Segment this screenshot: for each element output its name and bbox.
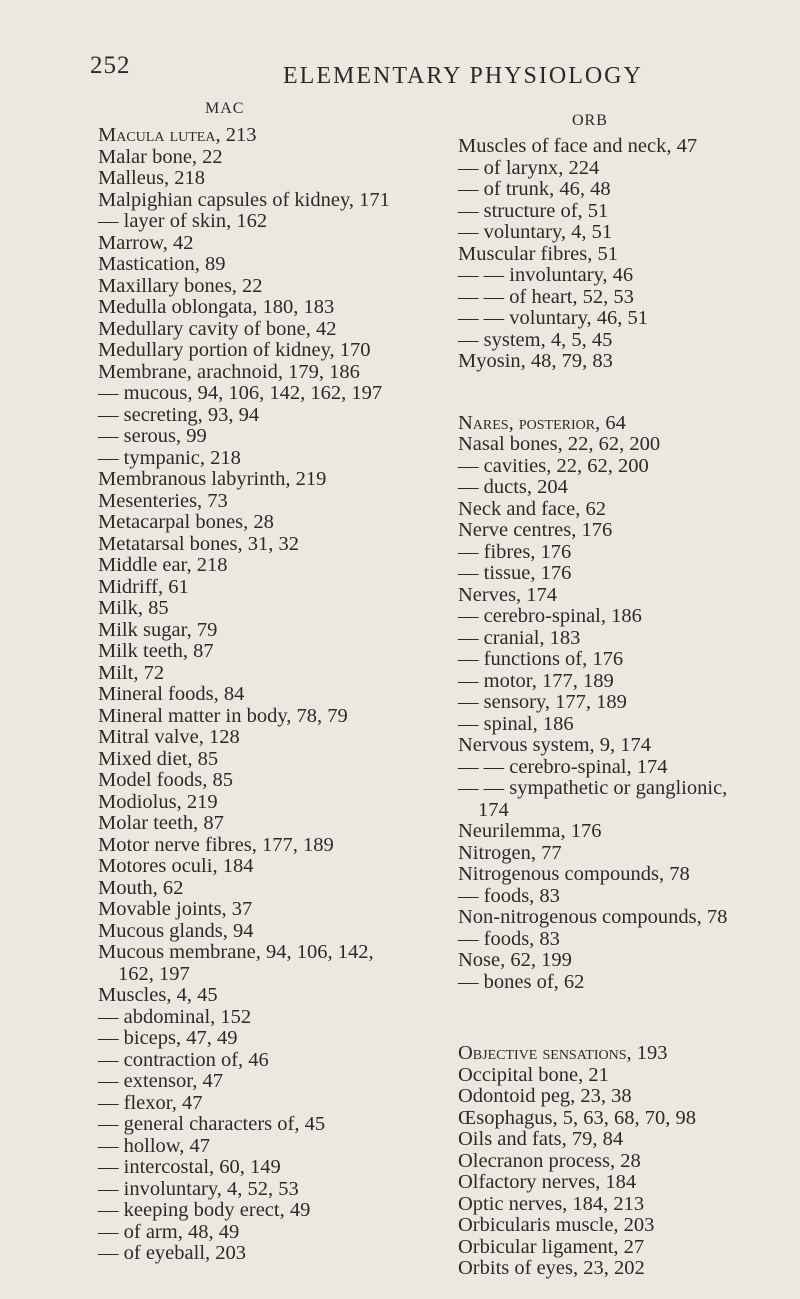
index-entry: Medulla oblongata, 180, 183 <box>98 296 335 318</box>
index-entry: Nervous system, 9, 174 <box>458 734 652 756</box>
index-entry: — tissue, 176 <box>458 562 572 584</box>
index-entry: Nares, posterior, 64 <box>458 411 626 434</box>
index-entry: — bones of, 62 <box>458 970 585 993</box>
index-entry: — — cerebro-spinal, 174 <box>458 755 668 778</box>
index-entry: — intercostal, 60, 149 <box>98 1156 281 1178</box>
index-entry: Malleus, 218 <box>98 167 206 189</box>
index-entry: — keeping body erect, 49 <box>98 1199 311 1221</box>
index-entry: Membranous labyrinth, 219 <box>98 468 327 490</box>
index-entry: Mucous membrane, 94, 106, 142, <box>98 941 374 963</box>
section-gap <box>458 993 788 1043</box>
index-entry: Orbicular ligament, 27 <box>458 1235 645 1258</box>
index-entry: Mastication, 89 <box>98 253 226 275</box>
index-entry: — hollow, 47 <box>98 1134 210 1157</box>
index-entry: — contraction of, 46 <box>98 1048 269 1071</box>
index-entry: — general characters of, 45 <box>98 1113 326 1135</box>
index-entry: Objective sensations, 193 <box>458 1042 668 1064</box>
index-entry: Membrane, arachnoid, 179, 186 <box>98 360 360 383</box>
index-entry: Oils and fats, 79, 84 <box>458 1128 624 1150</box>
index-entry: Marrow, 42 <box>98 231 194 254</box>
index-entry: — flexor, 47 <box>98 1091 203 1114</box>
index-entry: Nasal bones, 22, 62, 200 <box>458 433 661 455</box>
index-entry: Milk teeth, 87 <box>98 640 214 662</box>
index-entry: Nerves, 174 <box>458 583 558 606</box>
right-index-column <box>458 136 788 1280</box>
index-entry: — — of heart, 52, 53 <box>458 285 634 308</box>
index-entry: Mixed diet, 85 <box>98 747 219 770</box>
index-entry: Milt, 72 <box>98 661 165 684</box>
index-entry: Modiolus, 219 <box>98 790 218 813</box>
index-entry: — foods, 83 <box>458 927 560 950</box>
section-gap <box>458 373 788 413</box>
index-entry: — mucous, 94, 106, 142, 162, 197 <box>98 382 383 404</box>
index-entry: Model foods, 85 <box>98 769 233 791</box>
index-entry: Medullary portion of kidney, 170 <box>98 339 371 361</box>
index-entry: Motores oculi, 184 <box>98 855 254 877</box>
index-entry: Metacarpal bones, 28 <box>98 511 274 533</box>
index-entry: Neck and face, 62 <box>458 497 606 520</box>
index-entry: — — voluntary, 46, 51 <box>458 307 648 329</box>
index-entry: — involuntary, 4, 52, 53 <box>98 1177 299 1200</box>
index-entry-continuation: 162, 197 <box>118 962 190 985</box>
index-entry: Myosin, 48, 79, 83 <box>458 350 613 372</box>
index-entry: Optic nerves, 184, 213 <box>458 1192 645 1215</box>
index-entry: Occipital bone, 21 <box>458 1063 609 1086</box>
index-entry: — abdominal, 152 <box>98 1005 252 1028</box>
index-entry: Nerve centres, 176 <box>458 519 613 541</box>
index-entry: — system, 4, 5, 45 <box>458 328 613 351</box>
index-entry: — voluntary, 4, 51 <box>458 221 613 243</box>
index-entry: — biceps, 47, 49 <box>98 1027 238 1049</box>
index-entry: Muscles, 4, 45 <box>98 984 218 1006</box>
running-head: ELEMENTARY PHYSIOLOGY <box>283 63 643 89</box>
index-entry: Odontoid peg, 23, 38 <box>458 1085 632 1107</box>
index-entry: — tympanic, 218 <box>98 446 241 469</box>
index-entry: Orbicularis muscle, 203 <box>458 1214 655 1236</box>
index-entry: Mesenteries, 73 <box>98 489 228 512</box>
left-index-column <box>98 125 488 1265</box>
index-entry: Molar teeth, 87 <box>98 812 224 834</box>
index-entry: Motor nerve fibres, 177, 189 <box>98 833 334 856</box>
page-number: 252 <box>90 52 131 79</box>
index-entry: — foods, 83 <box>458 884 560 907</box>
index-entry: Movable joints, 37 <box>98 898 253 920</box>
index-entry: Mouth, 62 <box>98 876 184 899</box>
index-entry: Milk sugar, 79 <box>98 618 218 641</box>
index-entry: — functions of, 176 <box>458 648 624 670</box>
index-entry: Medullary cavity of bone, 42 <box>98 317 337 340</box>
index-entry: Macula lutea, 213 <box>98 124 257 146</box>
index-entry: — layer of skin, 162 <box>98 210 268 232</box>
index-entry: Olecranon process, 28 <box>458 1149 641 1172</box>
index-entry: — of eyeball, 203 <box>98 1242 247 1264</box>
index-entry: Nitrogen, 77 <box>458 841 562 864</box>
index-entry: Middle ear, 218 <box>98 554 228 576</box>
index-entry: Orbits of eyes, 23, 202 <box>458 1257 645 1279</box>
index-entry: Neurilemma, 176 <box>458 820 602 842</box>
index-entry: Milk, 85 <box>98 597 169 619</box>
left-column-head: MAC <box>205 100 245 117</box>
index-entry: Nitrogenous compounds, 78 <box>458 863 690 885</box>
index-entry: Œsophagus, 5, 63, 68, 70, 98 <box>458 1106 697 1129</box>
index-entry: — spinal, 186 <box>458 712 574 735</box>
index-entry: — fibres, 176 <box>458 540 572 563</box>
index-entry: Mineral matter in body, 78, 79 <box>98 704 348 727</box>
index-entry: Mucous glands, 94 <box>98 919 254 942</box>
right-column-head: ORB <box>572 112 608 129</box>
index-entry: — extensor, 47 <box>98 1070 224 1092</box>
index-entry: Metatarsal bones, 31, 32 <box>98 532 299 555</box>
index-entry: — sensory, 177, 189 <box>458 691 627 713</box>
index-entry: Olfactory nerves, 184 <box>458 1171 637 1193</box>
index-entry: — cerebro-spinal, 186 <box>458 605 642 627</box>
index-entry: Mineral foods, 84 <box>98 683 245 705</box>
index-entry: Malpighian capsules of kidney, 171 <box>98 188 390 211</box>
index-entry: — cranial, 183 <box>458 626 581 649</box>
index-entry: Nose, 62, 199 <box>458 949 572 971</box>
index-entry: Muscular fibres, 51 <box>458 242 618 265</box>
index-entry: — structure of, 51 <box>458 199 609 222</box>
index-entry: — of arm, 48, 49 <box>98 1220 240 1243</box>
index-entry: Malar bone, 22 <box>98 145 223 168</box>
index-entry: — serous, 99 <box>98 425 207 447</box>
index-entry: — cavities, 22, 62, 200 <box>458 454 649 477</box>
index-entry: — ducts, 204 <box>458 476 568 498</box>
index-entry: Muscles of face and neck, 47 <box>458 135 698 157</box>
index-entry: Midriff, 61 <box>98 575 189 598</box>
index-entry: — secreting, 93, 94 <box>98 403 260 426</box>
index-entry: — of trunk, 46, 48 <box>458 178 611 200</box>
index-entry: Non-nitrogenous compounds, 78 <box>458 906 728 928</box>
index-entry: — of larynx, 224 <box>458 156 600 179</box>
index-entry: Mitral valve, 128 <box>98 726 240 748</box>
index-entry-continuation: 174 <box>478 798 509 821</box>
index-entry: — — sympathetic or ganglionic, <box>458 777 728 799</box>
index-entry: — motor, 177, 189 <box>458 669 614 692</box>
index-entry: — — involuntary, 46 <box>458 264 634 286</box>
index-entry: Maxillary bones, 22 <box>98 274 263 297</box>
